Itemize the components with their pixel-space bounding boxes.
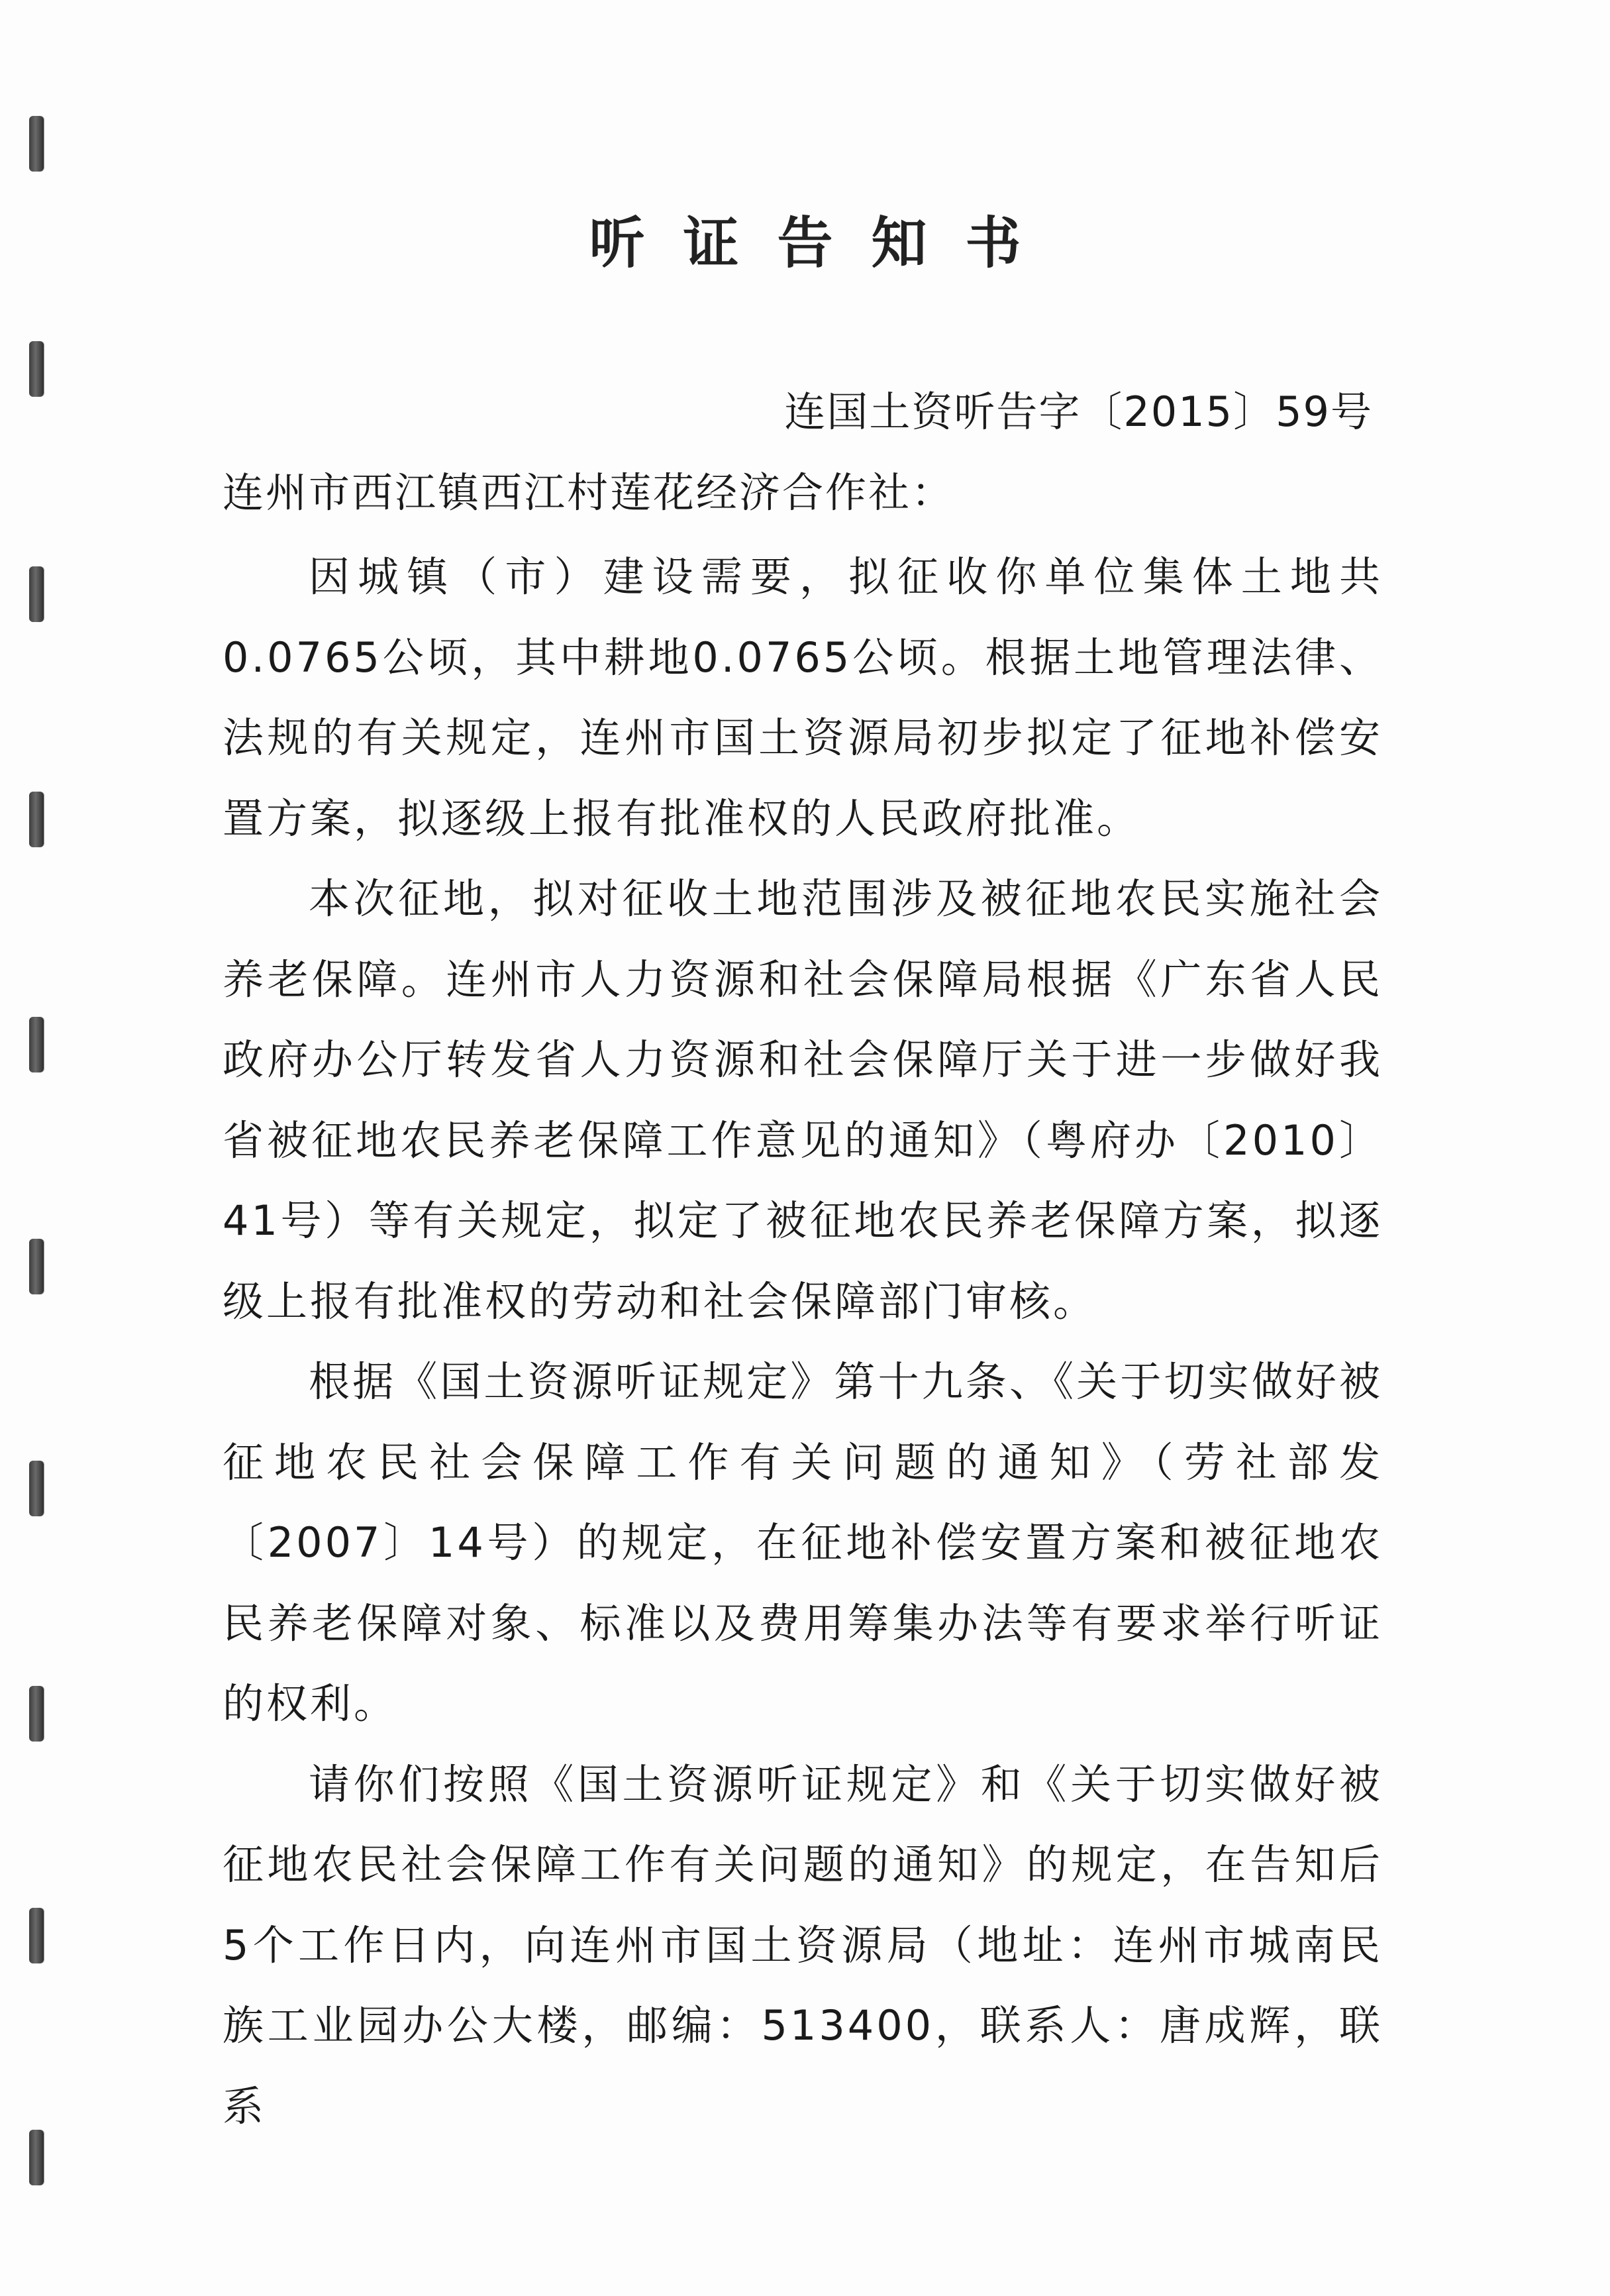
binder-hole-icon	[29, 116, 44, 172]
recipient-line: 连州市西江镇西江村莲花经济合作社：	[223, 468, 955, 517]
binder-hole-icon	[29, 1686, 44, 1742]
binder-hole-icon	[29, 341, 44, 397]
paragraph: 根据《国土资源听证规定》第十九条、《关于切实做好被征地农民社会保障工作有关问题的通知》（劳社部发〔2007〕14号）的规定，在征地补偿安置方案和被征地农民养老保障对象、标准以及费用筹集办法等有要求举行听证的权利。	[223, 1357, 1383, 1728]
body-text	[223, 537, 1383, 2146]
binder-hole-icon	[29, 566, 44, 622]
binder-hole-icon	[29, 792, 44, 847]
paragraph: 因城镇（市）建设需要，拟征收你单位集体土地共0.0765公顷，其中耕地0.0765公顷。根据土地管理法律、法规的有关规定，连州市国土资源局初步拟定了征地补偿安置方案，拟逐级上报有批准权的人民政府批准。	[223, 552, 1383, 843]
binder-hole-icon	[29, 1239, 44, 1294]
document-title: 听证告知书	[589, 210, 1060, 276]
binder-hole-icon	[29, 2130, 44, 2185]
binder-hole-icon	[29, 1017, 44, 1072]
paragraph: 请你们按照《国土资源听证规定》和《关于切实做好被征地农民社会保障工作有关问题的通知》的规定，在告知后5个工作日内，向连州市国土资源局（地址：连州市城南民族工业园办公大楼，邮编：513400，联系人：唐成辉，联系	[223, 1759, 1383, 2130]
document-number: 连国土资听告字〔2015〕59号	[784, 388, 1373, 436]
binder-hole-icon	[29, 1908, 44, 1963]
paragraph: 本次征地，拟对征收土地范围涉及被征地农民实施社会养老保障。连州市人力资源和社会保障局根据《广东省人民政府办公厅转发省人力资源和社会保障厅关于进一步做好我省被征地农民养老保障工作意见的通知》（粤府办〔2010〕41号）等有关规定，拟定了被征地农民养老保障方案，拟逐级上报有批准权的劳动和社会保障部门审核。	[223, 874, 1383, 1326]
binder-hole-icon	[29, 1461, 44, 1516]
